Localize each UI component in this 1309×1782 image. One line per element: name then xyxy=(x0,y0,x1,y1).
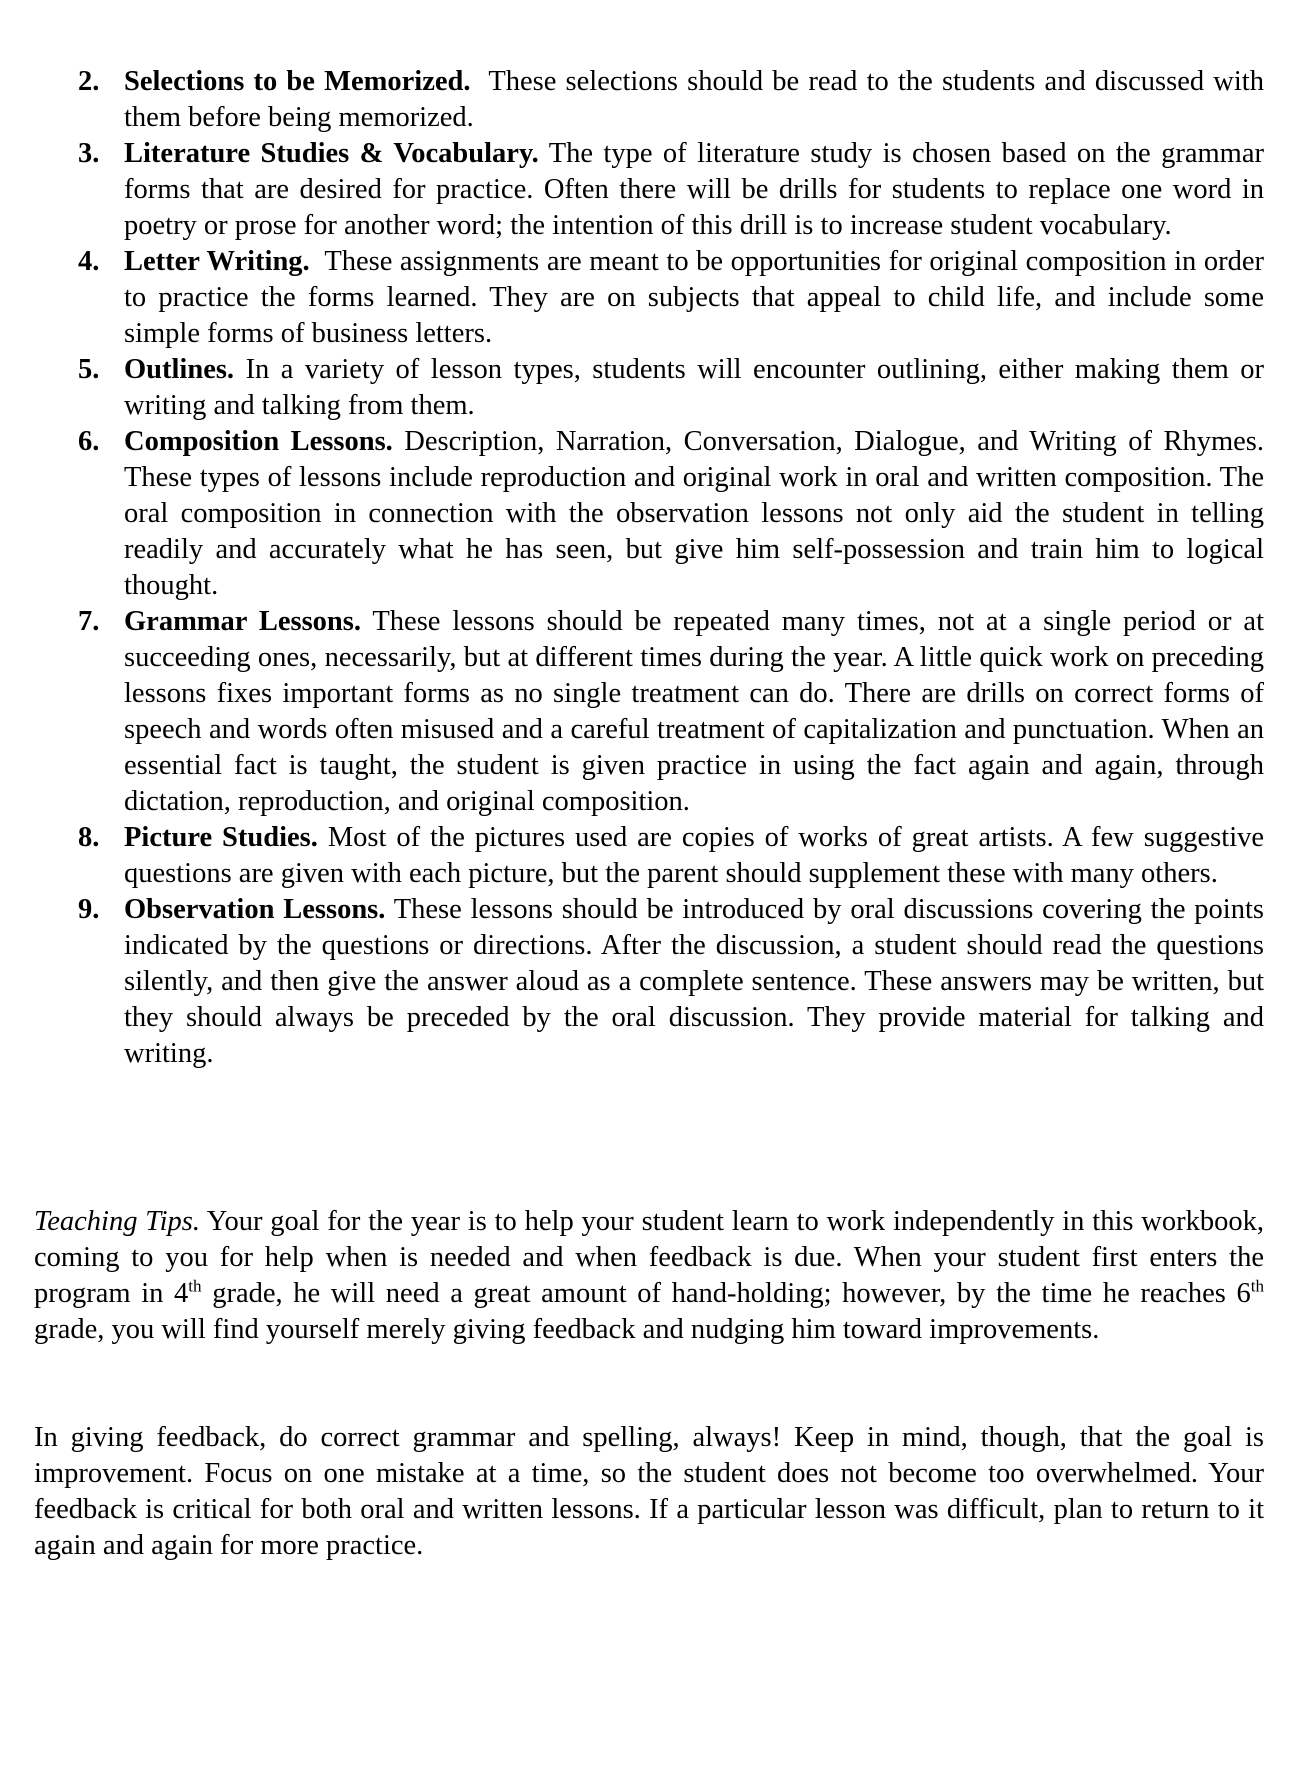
superscript: th xyxy=(1250,1276,1265,1296)
superscript: th xyxy=(188,1276,202,1296)
teaching-tips-text: grade, he will need a great amount of hand-holding; however, by the time he reaches 6 xyxy=(201,1278,1251,1309)
item-text: Most of the pictures used are copies of works of great artists. A few suggestive questions are given with each picture, but the parent should supplement these with many others. xyxy=(124,822,1265,889)
list-item xyxy=(78,892,1264,1072)
item-term: Letter Writing. xyxy=(124,246,310,277)
item-text: In a variety of lesson types, students will encounter outlining, either making them or writing and talking from them. xyxy=(124,354,1265,421)
item-number: 2. xyxy=(78,66,100,97)
item-number: 8. xyxy=(78,822,100,853)
teaching-tips-text: Your goal for the year is to help your student learn to work independently in this workbook, coming to you for help when is needed and when feedback is due. When your student first enters the program in 4 xyxy=(34,1206,1264,1309)
list-item xyxy=(78,64,1264,136)
item-term: Outlines. xyxy=(124,354,235,385)
item-text: These lessons should be repeated many times, not at a single period or at succeeding ones, necessarily, but at different times during the year. A little quick work on preceding lessons fixes important forms as no single treatment can do. There are drills on correct forms of speech and words often misused and a careful treatment of capitalization and punctuation. When an essential fact is taught, the student is given practice in using the fact again and again, through dictation, reproduction, and original composition. xyxy=(124,606,1264,817)
item-term: Observation Lessons. xyxy=(124,894,386,925)
item-term: Picture Studies. xyxy=(124,822,318,853)
item-number: 7. xyxy=(78,606,100,637)
teaching-tips-lead: Teaching Tips. xyxy=(34,1206,200,1237)
item-number: 6. xyxy=(78,426,100,457)
list-item xyxy=(78,424,1264,604)
teaching-tips-paragraph xyxy=(34,1204,1264,1348)
item-number: 9. xyxy=(78,894,100,925)
item-text: These assignments are meant to be opportunities for original composition in order to practice the forms learned. They are on subjects that appeal to child life, and include some simple forms of business letters. xyxy=(124,246,1264,349)
list-item xyxy=(78,820,1264,892)
list-item xyxy=(78,604,1264,820)
item-text: These selections should be read to the students and discussed with them before being memorized. xyxy=(124,66,1264,133)
lesson-types-list xyxy=(78,64,1264,1072)
item-text: The type of literature study is chosen based on the grammar forms that are desired for practice. Often there will be drills for students to replace one word in poetry or prose for another word; the intention of this drill is to increase student vocabulary. xyxy=(124,138,1264,241)
item-term: Literature Studies & Vocabulary. xyxy=(124,138,539,169)
item-text: Description, Narration, Conversation, Dialogue, and Writing of Rhymes. These types of lessons include reproduction and original work in oral and written composition. The oral composition in connection with the observation lessons not only aid the student in telling readily and accurately what he has seen, but give him self-possession and train him to logical thought. xyxy=(124,426,1264,601)
item-number: 5. xyxy=(78,354,100,385)
list-item xyxy=(78,352,1264,424)
feedback-paragraph: In giving feedback, do correct grammar and spelling, always! Keep in mind, though, that the goal is improvement. Focus on one mistake at a time, so the student does not become too overwhelmed. Your feedback is critical for both oral and written lessons. If a particular lesson was difficult, plan to return to it again and again for more practice. xyxy=(34,1422,1264,1561)
list-item xyxy=(78,244,1264,352)
item-number: 4. xyxy=(78,246,100,277)
item-term: Grammar Lessons. xyxy=(124,606,361,637)
item-term: Selections to be Memorized. xyxy=(124,66,471,97)
teaching-tips-text: grade, you will find yourself merely giving feedback and nudging him toward improvements. xyxy=(34,1314,1100,1345)
item-number: 3. xyxy=(78,138,100,169)
item-term: Composition Lessons. xyxy=(124,426,393,457)
list-item xyxy=(78,136,1264,244)
item-text: These lessons should be introduced by oral discussions covering the points indicated by the questions or directions. After the discussion, a student should read the questions silently, and then give the answer aloud as a complete sentence. These answers may be written, but they should always be preceded by the oral discussion. They provide material for talking and writing. xyxy=(124,894,1264,1069)
